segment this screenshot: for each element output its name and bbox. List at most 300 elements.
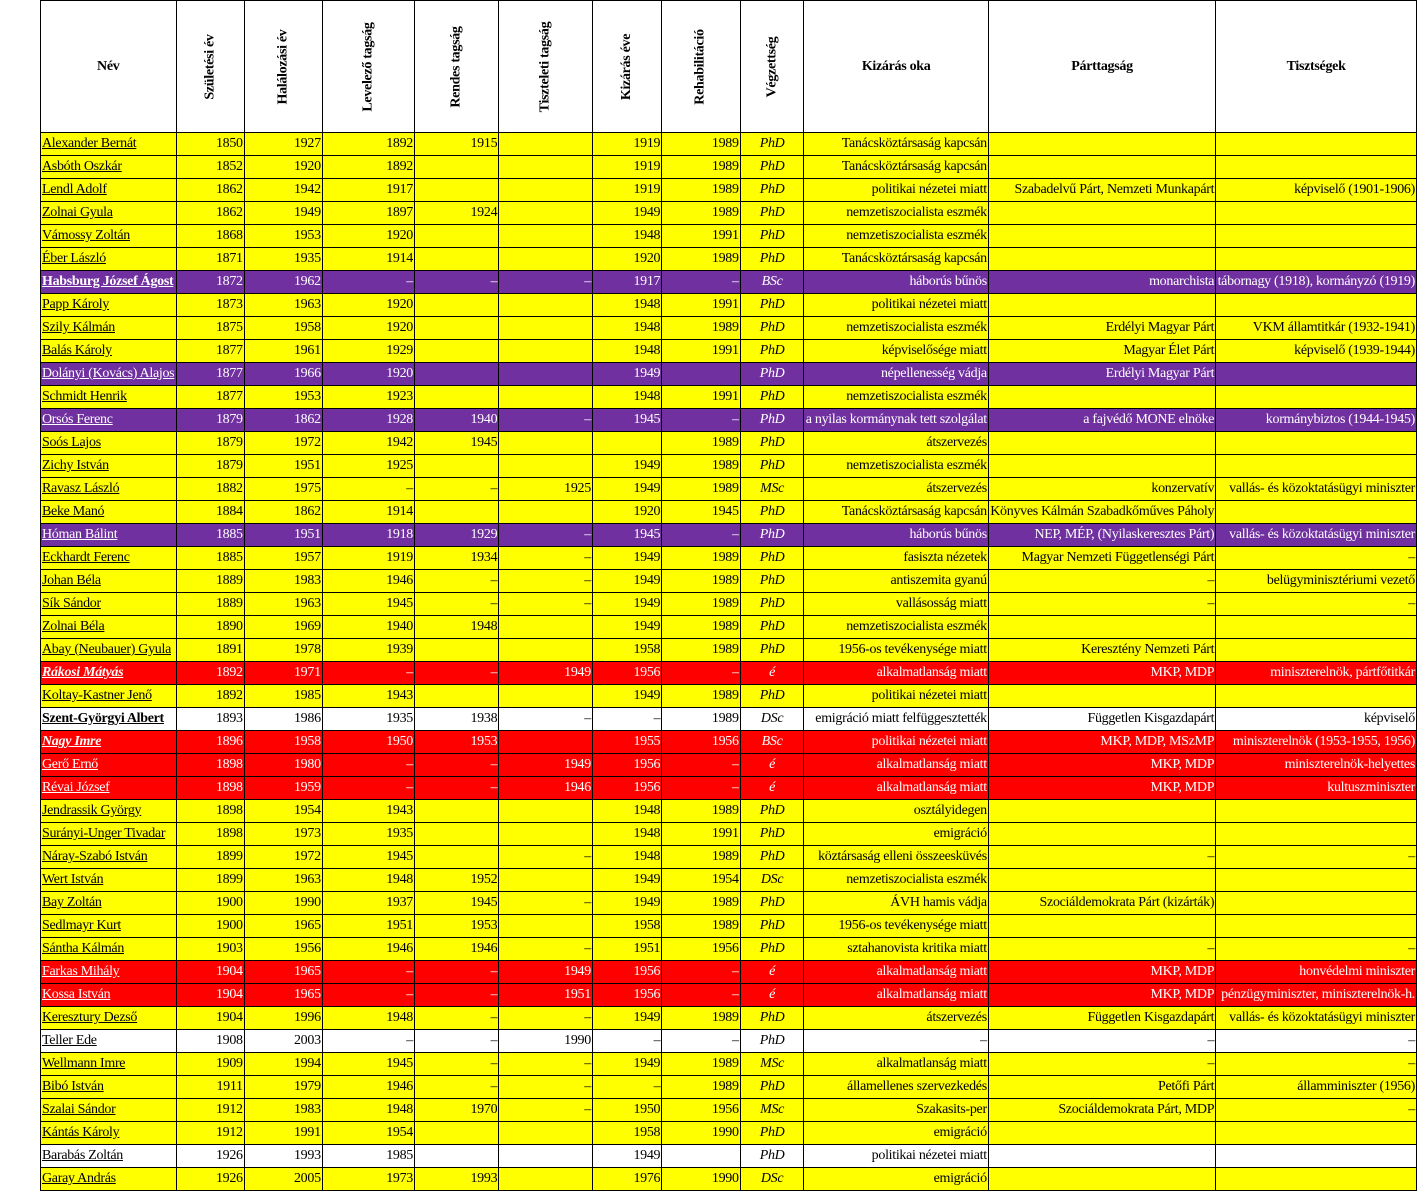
cell-rehabilitation: 1990 [662,1122,740,1145]
cell-rehabilitation: 1989 [662,846,740,869]
cell-positions [1216,685,1417,708]
cell-party: Szociáldemokrata Párt, MDP [988,1099,1215,1122]
cell-death-year: 1956 [244,938,322,961]
cell-honorary-member: 1949 [499,662,593,685]
cell-birth-year: 1893 [176,708,244,731]
cell-name: Nagy Imre [41,731,177,754]
cell-name: Szalai Sándor [41,1099,177,1122]
cell-expulsion-reason: politikai nézetei miatt [804,179,988,202]
cell-honorary-member: – [499,409,593,432]
cell-party: MKP, MDP [988,777,1215,800]
table-row [41,1099,1417,1122]
cell-positions [1216,616,1417,639]
cell-birth-year: 1871 [176,248,244,271]
cell-death-year: 1965 [244,915,322,938]
cell-positions [1216,133,1417,156]
cell-death-year: 1991 [244,1122,322,1145]
cell-expulsion-reason: osztályidegen [804,800,988,823]
cell-degree: DSc [740,869,804,892]
table-row [41,386,1417,409]
cell-honorary-member: – [499,271,593,294]
table-row [41,478,1417,501]
cell-name: Sedlmayr Kurt [41,915,177,938]
cell-rehabilitation: 1990 [662,1168,740,1191]
cell-death-year: 1980 [244,754,322,777]
cell-degree: PhD [740,547,804,570]
cell-honorary-member: – [499,1099,593,1122]
cell-party: konzervatív [988,478,1215,501]
cell-expulsion-year: 1950 [592,1099,661,1122]
cell-rehabilitation: 1991 [662,225,740,248]
cell-birth-year: 1868 [176,225,244,248]
cell-expulsion-reason: antiszemita gyanú [804,570,988,593]
cell-expulsion-year: 1951 [592,938,661,961]
cell-honorary-member: 1951 [499,984,593,1007]
cell-full-member [415,1145,499,1168]
cell-name: Eckhardt Ferenc [41,547,177,570]
cell-honorary-member [499,869,593,892]
cell-birth-year: 1898 [176,823,244,846]
cell-birth-year: 1900 [176,892,244,915]
cell-corresponding-member: 1918 [322,524,414,547]
cell-expulsion-year: 1958 [592,1122,661,1145]
cell-death-year: 1963 [244,294,322,317]
cell-honorary-member: – [499,547,593,570]
cell-honorary-member [499,1122,593,1145]
cell-rehabilitation: 1945 [662,501,740,524]
cell-positions [1216,1168,1417,1191]
cell-corresponding-member: 1943 [322,685,414,708]
cell-birth-year: 1891 [176,639,244,662]
cell-expulsion-reason: nemzetiszocialista eszmék [804,317,988,340]
cell-degree: MSc [740,478,804,501]
cell-honorary-member: – [499,524,593,547]
cell-full-member: 1953 [415,915,499,938]
cell-birth-year: 1862 [176,179,244,202]
cell-birth-year: 1889 [176,570,244,593]
cell-expulsion-year: 1949 [592,202,661,225]
cell-birth-year: 1852 [176,156,244,179]
cell-corresponding-member: 1925 [322,455,414,478]
table-row [41,938,1417,961]
header-name: Név [41,1,177,133]
table-row [41,961,1417,984]
cell-expulsion-year: 1949 [592,1007,661,1030]
cell-degree: MSc [740,1099,804,1122]
table-row [41,409,1417,432]
cell-party: – [988,1030,1215,1053]
cell-party [988,800,1215,823]
cell-expulsion-reason: háborús bűnös [804,271,988,294]
cell-positions [1216,156,1417,179]
cell-degree: PhD [740,1030,804,1053]
cell-rehabilitation: 1989 [662,133,740,156]
cell-full-member: – [415,754,499,777]
cell-name: Abay (Neubauer) Gyula [41,639,177,662]
table-row [41,524,1417,547]
cell-full-member [415,386,499,409]
cell-birth-year: 1904 [176,961,244,984]
cell-rehabilitation: 1989 [662,593,740,616]
header-corresponding-member: Levelező tagság [322,1,414,133]
cell-corresponding-member: 1985 [322,1145,414,1168]
cell-name: Wellmann Imre [41,1053,177,1076]
cell-degree: PhD [740,386,804,409]
cell-degree: PhD [740,317,804,340]
table-row [41,1168,1417,1191]
cell-honorary-member [499,156,593,179]
cell-expulsion-reason: átszervezés [804,478,988,501]
cell-degree: PhD [740,363,804,386]
cell-expulsion-year: 1948 [592,340,661,363]
cell-degree: PhD [740,455,804,478]
cell-expulsion-year: 1958 [592,915,661,938]
header-honorary-member: Tiszteleti tagság [499,1,593,133]
cell-positions: vallás- és közoktatásügyi miniszter [1216,524,1417,547]
cell-expulsion-year: 1949 [592,478,661,501]
cell-party: Petőfi Párt [988,1076,1215,1099]
cell-full-member: 1946 [415,938,499,961]
cell-birth-year: 1879 [176,409,244,432]
cell-birth-year: 1872 [176,271,244,294]
table-row [41,616,1417,639]
cell-rehabilitation: 1954 [662,869,740,892]
cell-birth-year: 1899 [176,846,244,869]
cell-degree: PhD [740,915,804,938]
cell-death-year: 1983 [244,570,322,593]
cell-expulsion-year: 1945 [592,409,661,432]
cell-rehabilitation [662,1145,740,1168]
cell-corresponding-member: – [322,478,414,501]
cell-birth-year: 1926 [176,1145,244,1168]
table-row [41,662,1417,685]
cell-name: Zolnai Gyula [41,202,177,225]
cell-degree: PhD [740,1007,804,1030]
cell-party [988,133,1215,156]
cell-full-member [415,294,499,317]
cell-party: Szabadelvű Párt, Nemzeti Munkapárt [988,179,1215,202]
cell-rehabilitation: 1989 [662,202,740,225]
cell-full-member: – [415,593,499,616]
cell-rehabilitation: 1989 [662,1053,740,1076]
cell-positions: – [1216,938,1417,961]
cell-degree: PhD [740,409,804,432]
cell-death-year: 1971 [244,662,322,685]
cell-name: Habsburg József Ágost [41,271,177,294]
cell-birth-year: 1898 [176,754,244,777]
cell-rehabilitation: 1989 [662,892,740,915]
cell-birth-year: 1877 [176,363,244,386]
cell-corresponding-member: 1943 [322,800,414,823]
cell-degree: é [740,984,804,1007]
cell-degree: PhD [740,248,804,271]
cell-positions [1216,248,1417,271]
cell-honorary-member: – [499,1053,593,1076]
cell-degree: PhD [740,1145,804,1168]
cell-positions: – [1216,1099,1417,1122]
cell-positions [1216,225,1417,248]
table-row [41,317,1417,340]
cell-degree: PhD [740,593,804,616]
cell-degree: PhD [740,340,804,363]
cell-death-year: 1953 [244,386,322,409]
table-row [41,432,1417,455]
cell-expulsion-year: 1949 [592,892,661,915]
cell-corresponding-member: 1917 [322,179,414,202]
cell-expulsion-year: 1948 [592,317,661,340]
cell-party: MKP, MDP [988,961,1215,984]
cell-degree: PhD [740,156,804,179]
cell-honorary-member [499,1145,593,1168]
cell-degree: é [740,662,804,685]
cell-party [988,294,1215,317]
cell-party [988,616,1215,639]
cell-birth-year: 1899 [176,869,244,892]
cell-positions [1216,823,1417,846]
cell-name: Orsós Ferenc [41,409,177,432]
cell-death-year: 1965 [244,984,322,1007]
cell-death-year: 1958 [244,317,322,340]
cell-expulsion-reason: átszervezés [804,1007,988,1030]
cell-positions [1216,1122,1417,1145]
cell-expulsion-reason: a nyilas kormánynak tett szolgálat [804,409,988,432]
table-row [41,685,1417,708]
table-row [41,133,1417,156]
cell-positions [1216,501,1417,524]
cell-degree: DSc [740,708,804,731]
cell-rehabilitation: 1956 [662,1099,740,1122]
cell-corresponding-member: 1945 [322,593,414,616]
cell-expulsion-year: 1945 [592,524,661,547]
cell-expulsion-reason: nemzetiszocialista eszmék [804,616,988,639]
cell-death-year: 1979 [244,1076,322,1099]
cell-expulsion-year: 1948 [592,225,661,248]
header-party: Párttagság [988,1,1215,133]
cell-expulsion-reason: emigráció [804,823,988,846]
cell-expulsion-year: 1949 [592,363,661,386]
cell-death-year: 1994 [244,1053,322,1076]
cell-rehabilitation: 1989 [662,616,740,639]
cell-positions [1216,869,1417,892]
cell-full-member: – [415,1007,499,1030]
cell-corresponding-member: 1892 [322,156,414,179]
cell-party: – [988,593,1215,616]
cell-corresponding-member: – [322,271,414,294]
cell-positions: miniszterelnök, pártfőtitkár [1216,662,1417,685]
cell-party: Magyar Nemzeti Függetlenségi Párt [988,547,1215,570]
table-row [41,823,1417,846]
table-row [41,501,1417,524]
cell-expulsion-year: 1917 [592,271,661,294]
cell-expulsion-year: – [592,708,661,731]
cell-party: Erdélyi Magyar Párt [988,363,1215,386]
cell-corresponding-member: 1945 [322,846,414,869]
cell-honorary-member [499,501,593,524]
cell-name: Surányi-Unger Tivadar [41,823,177,846]
cell-party [988,915,1215,938]
table-row [41,294,1417,317]
cell-rehabilitation: 1991 [662,386,740,409]
cell-expulsion-year: 1949 [592,570,661,593]
cell-name: Vámossy Zoltán [41,225,177,248]
cell-honorary-member [499,386,593,409]
cell-death-year: 1996 [244,1007,322,1030]
cell-birth-year: 1862 [176,202,244,225]
cell-expulsion-year: 1949 [592,1145,661,1168]
cell-corresponding-member: 1939 [322,639,414,662]
cell-party: MKP, MDP [988,984,1215,1007]
cell-death-year: 1963 [244,869,322,892]
cell-positions [1216,363,1417,386]
cell-name: Dolányi (Kovács) Alajos [41,363,177,386]
cell-death-year: 1951 [244,455,322,478]
cell-expulsion-reason: sztahanovista kritika miatt [804,938,988,961]
members-table [40,0,1417,1191]
cell-rehabilitation: – [662,777,740,800]
cell-death-year: 1959 [244,777,322,800]
cell-honorary-member: – [499,892,593,915]
cell-corresponding-member: 1946 [322,1076,414,1099]
cell-name: Farkas Mihály [41,961,177,984]
cell-death-year: 1986 [244,708,322,731]
cell-expulsion-reason: Tanácsköztársaság kapcsán [804,501,988,524]
cell-full-member: 1924 [415,202,499,225]
cell-party [988,386,1215,409]
cell-corresponding-member: 1919 [322,547,414,570]
cell-name: Náray-Szabó István [41,846,177,869]
cell-rehabilitation: 1956 [662,938,740,961]
cell-full-member: – [415,662,499,685]
cell-expulsion-reason: Szakasits-per [804,1099,988,1122]
cell-expulsion-year: 1948 [592,294,661,317]
cell-corresponding-member: 1940 [322,616,414,639]
cell-degree: PhD [740,892,804,915]
cell-degree: é [740,961,804,984]
cell-expulsion-year: – [592,1030,661,1053]
cell-full-member [415,639,499,662]
cell-birth-year: 1885 [176,524,244,547]
cell-full-member: 1970 [415,1099,499,1122]
cell-party [988,1168,1215,1191]
cell-rehabilitation: 1989 [662,708,740,731]
cell-degree: PhD [740,501,804,524]
cell-corresponding-member: 1945 [322,1053,414,1076]
cell-name: Barabás Zoltán [41,1145,177,1168]
header-rehabilitation: Rehabilitáció [662,1,740,133]
cell-positions [1216,455,1417,478]
cell-full-member: – [415,570,499,593]
cell-death-year: 1954 [244,800,322,823]
cell-full-member: – [415,271,499,294]
cell-positions [1216,202,1417,225]
cell-honorary-member [499,639,593,662]
table-row [41,984,1417,1007]
cell-expulsion-reason: államellenes szervezkedés [804,1076,988,1099]
cell-full-member: – [415,984,499,1007]
cell-expulsion-reason: nemzetiszocialista eszmék [804,455,988,478]
cell-corresponding-member: – [322,984,414,1007]
cell-full-member [415,248,499,271]
cell-rehabilitation: 1989 [662,179,740,202]
table-row [41,1007,1417,1030]
cell-name: Wert István [41,869,177,892]
cell-expulsion-reason: köztársaság elleni összeesküvés [804,846,988,869]
header-full-member: Rendes tagság [415,1,499,133]
cell-birth-year: 1879 [176,455,244,478]
cell-rehabilitation: 1989 [662,455,740,478]
cell-degree: PhD [740,225,804,248]
cell-party [988,225,1215,248]
cell-death-year: 1942 [244,179,322,202]
cell-rehabilitation: 1989 [662,317,740,340]
cell-death-year: 1862 [244,501,322,524]
table-row [41,570,1417,593]
cell-honorary-member [499,616,593,639]
table-row [41,225,1417,248]
cell-honorary-member: – [499,593,593,616]
cell-full-member [415,179,499,202]
cell-honorary-member [499,823,593,846]
cell-corresponding-member: 1948 [322,1099,414,1122]
cell-expulsion-year: 1919 [592,156,661,179]
cell-expulsion-year: 1949 [592,685,661,708]
cell-honorary-member [499,133,593,156]
cell-rehabilitation: 1991 [662,340,740,363]
table-row [41,639,1417,662]
cell-expulsion-reason: nemzetiszocialista eszmék [804,225,988,248]
cell-expulsion-reason: alkalmatlanság miatt [804,754,988,777]
cell-name: Szent-Györgyi Albert [41,708,177,731]
cell-expulsion-reason: – [804,1030,988,1053]
cell-party: – [988,1053,1215,1076]
cell-degree: PhD [740,524,804,547]
header-positions: Tisztségek [1216,1,1417,133]
cell-rehabilitation: 1989 [662,1076,740,1099]
cell-degree: PhD [740,432,804,455]
cell-full-member [415,363,499,386]
cell-expulsion-reason: Tanácsköztársaság kapcsán [804,156,988,179]
cell-honorary-member: 1925 [499,478,593,501]
cell-positions [1216,386,1417,409]
cell-honorary-member [499,225,593,248]
cell-expulsion-year [592,432,661,455]
cell-rehabilitation: 1989 [662,478,740,501]
cell-honorary-member: – [499,708,593,731]
cell-corresponding-member: 1914 [322,248,414,271]
cell-name: Papp Károly [41,294,177,317]
cell-expulsion-reason: politikai nézetei miatt [804,731,988,754]
cell-birth-year: 1892 [176,662,244,685]
cell-name: Bibó István [41,1076,177,1099]
cell-honorary-member [499,1168,593,1191]
table-row [41,800,1417,823]
cell-rehabilitation: 1989 [662,915,740,938]
cell-expulsion-year: 1976 [592,1168,661,1191]
cell-death-year: 1993 [244,1145,322,1168]
cell-degree: PhD [740,294,804,317]
cell-expulsion-reason: népellenesség vádja [804,363,988,386]
cell-full-member [415,1122,499,1145]
cell-positions: vallás- és közoktatásügyi miniszter [1216,1007,1417,1030]
cell-degree: MSc [740,1053,804,1076]
cell-party: MKP, MDP [988,754,1215,777]
cell-expulsion-year: 1949 [592,593,661,616]
cell-honorary-member [499,340,593,363]
table-row [41,1145,1417,1168]
cell-expulsion-reason: fasiszta nézetek [804,547,988,570]
cell-death-year: 1927 [244,133,322,156]
cell-expulsion-year: 1956 [592,984,661,1007]
